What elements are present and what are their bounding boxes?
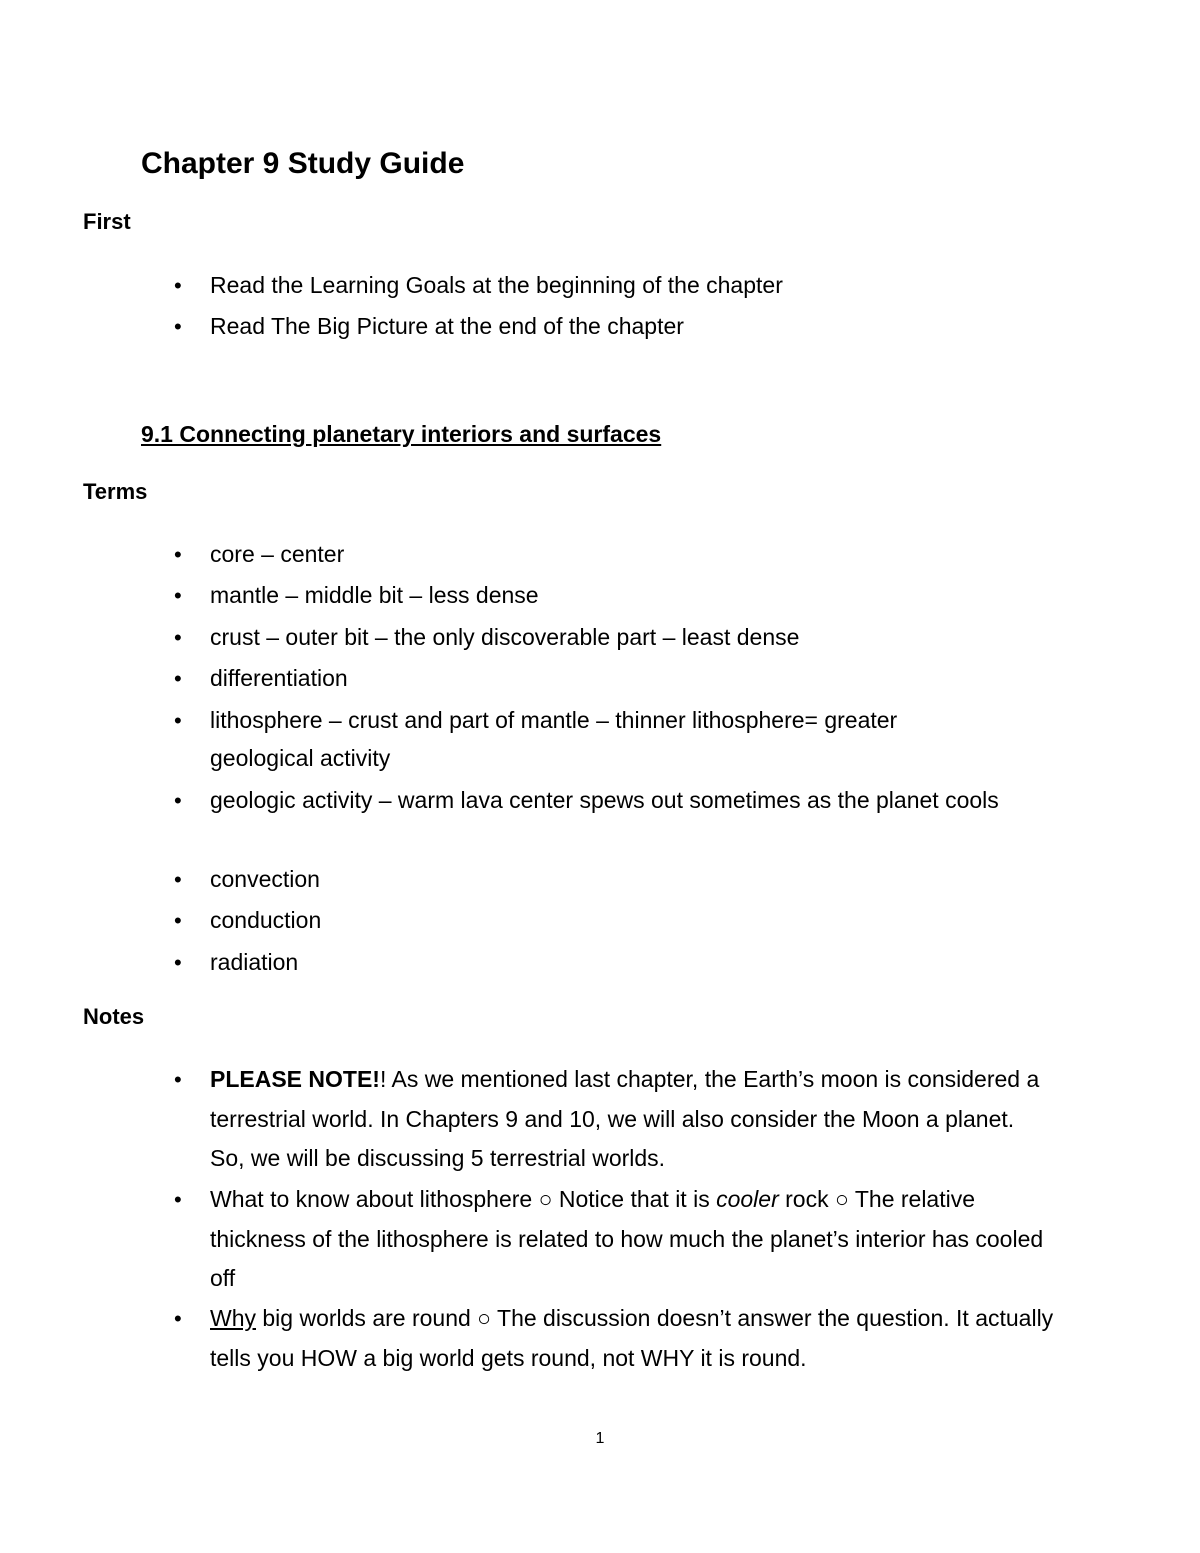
bullet-icon bbox=[174, 535, 194, 574]
bullet-icon bbox=[174, 1180, 194, 1219]
bullet-icon bbox=[174, 781, 194, 820]
bullet-icon bbox=[174, 576, 194, 615]
term-text: conduction bbox=[210, 907, 322, 933]
notes-list-item bbox=[174, 1180, 1054, 1299]
bullet-icon bbox=[174, 266, 194, 305]
note-text bbox=[210, 1299, 1054, 1378]
note-text bbox=[210, 1060, 1054, 1179]
terms-list-item bbox=[174, 535, 1054, 573]
note-emphasis: PLEASE NOTE! bbox=[210, 1066, 380, 1092]
terms-list-item bbox=[174, 618, 1054, 656]
terms-list-item bbox=[174, 943, 1054, 981]
notes-label: Notes bbox=[83, 1004, 145, 1029]
term-text: convection bbox=[210, 866, 320, 892]
bullet-icon bbox=[174, 701, 194, 740]
first-item-text: Read The Big Picture at the end of the chapter bbox=[210, 313, 684, 339]
term-text: radiation bbox=[210, 949, 299, 975]
note-underline: Why bbox=[210, 1305, 256, 1331]
term-text: mantle – middle bit – less dense bbox=[210, 582, 539, 608]
page-number: 1 bbox=[595, 1430, 605, 1447]
terms-list-item bbox=[174, 901, 1054, 939]
term-text: geologic activity – warm lava center spews out sometimes as the planet cools bbox=[210, 787, 999, 813]
term-text: crust – outer bit – the only discoverable part – least dense bbox=[210, 624, 800, 650]
first-item-text: Read the Learning Goals at the beginning of the chapter bbox=[210, 272, 783, 298]
terms-list-item bbox=[174, 860, 1054, 898]
bullet-icon bbox=[174, 860, 194, 899]
note-body: ! As we mentioned last chapter, the Earth’s moon is considered a terrestrial world. In Chapters 9 and 10, we will also consider the Moon a planet. So, we will be discussing 5 terrestrial worlds. bbox=[210, 1066, 1040, 1171]
document-title: Chapter 9 Study Guide bbox=[141, 147, 465, 180]
bullet-icon bbox=[174, 901, 194, 940]
note-body: big worlds are round ○ The discussion doesn’t answer the question. It actually tells you HOW a big world gets round, not WHY it is round. bbox=[210, 1305, 1054, 1371]
bullet-icon bbox=[174, 943, 194, 982]
terms-label: Terms bbox=[83, 479, 148, 504]
terms-list-item bbox=[174, 701, 994, 777]
bullet-icon bbox=[174, 307, 194, 346]
bullet-icon bbox=[174, 659, 194, 698]
terms-list-item bbox=[174, 659, 1054, 697]
term-text: differentiation bbox=[210, 665, 348, 691]
first-list-item bbox=[174, 307, 1054, 345]
note-body: rock ○ The relative thickness of the lithosphere is related to how much the planet’s interior has cooled off bbox=[210, 1186, 1044, 1291]
section-heading: 9.1 Connecting planetary interiors and surfaces bbox=[141, 421, 662, 447]
bullet-icon bbox=[174, 1060, 194, 1099]
term-text: core – center bbox=[210, 541, 345, 567]
note-text bbox=[210, 1180, 1054, 1299]
term-text: lithosphere – crust and part of mantle – thinner lithosphere= greater geological activity bbox=[210, 707, 898, 771]
notes-list-item bbox=[174, 1060, 1054, 1179]
note-body: What to know about lithosphere ○ Notice that it is bbox=[210, 1186, 717, 1212]
terms-list-item bbox=[174, 576, 1054, 614]
first-list-item bbox=[174, 266, 1054, 304]
bullet-icon bbox=[174, 1299, 194, 1338]
note-italic: cooler bbox=[716, 1186, 779, 1212]
terms-list-item bbox=[174, 781, 1024, 819]
notes-list-item bbox=[174, 1299, 1054, 1378]
bullet-icon bbox=[174, 618, 194, 657]
first-label: First bbox=[83, 209, 131, 234]
